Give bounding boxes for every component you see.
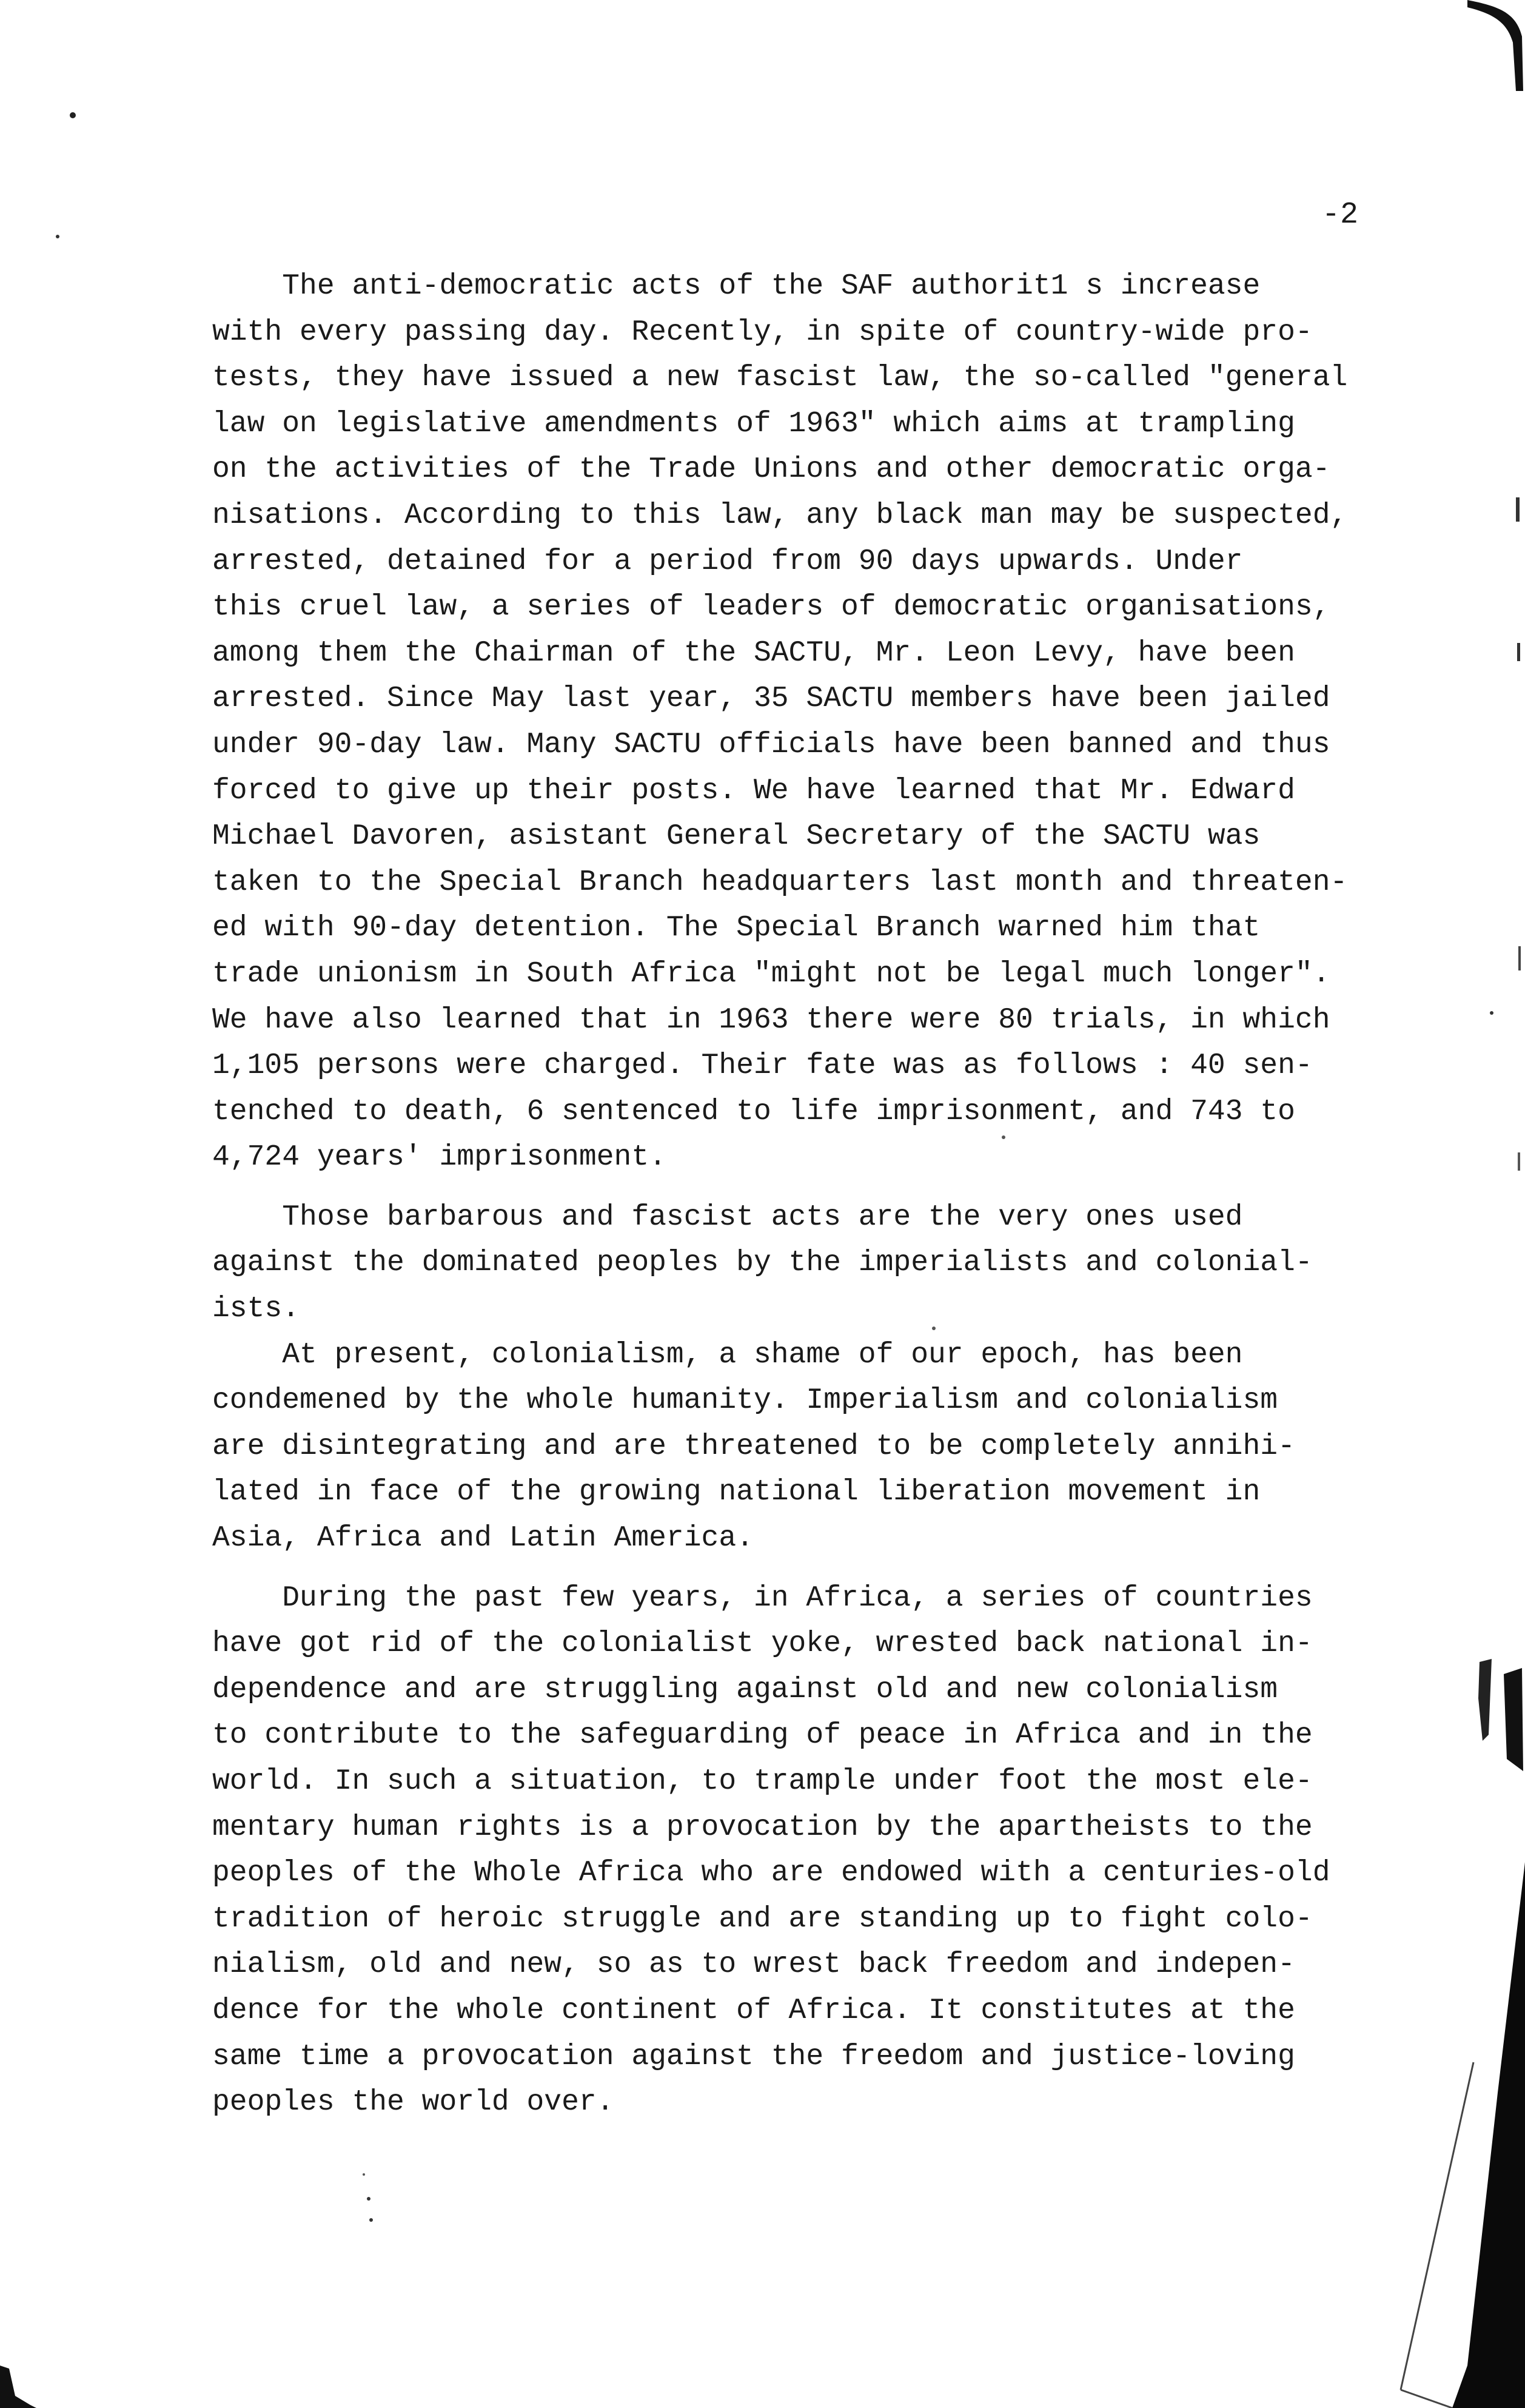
text-line: condemened by the whole humanity. Imperialism and colonialism (212, 1384, 1278, 1418)
text-line: Asia, Africa and Latin America. (212, 1522, 754, 1555)
text-line: taken to the Special Branch headquarters last month and threaten- (212, 866, 1348, 899)
edge-shadow-line (1401, 2062, 1473, 2390)
text-line: We have also learned that in 1963 there were 80 trials, in which (212, 1003, 1330, 1037)
text-line: to contribute to the safeguarding of peace in Africa and in the (212, 1719, 1313, 1752)
edge-shadow (1452, 1862, 1525, 2408)
text-line: mentary human rights is a provocation by the apartheists to the (212, 1811, 1313, 1844)
text-line: law on legislative amendments of 1963" which aims at trampling (212, 407, 1295, 440)
text-line: Those barbarous and fascist acts are the very ones used (212, 1200, 1243, 1234)
text-line: on the activities of the Trade Unions and other democratic orga- (212, 453, 1330, 486)
corner-mark (0, 2366, 36, 2408)
text-line: dence for the whole continent of Africa. It constitutes at the (212, 1994, 1295, 2027)
speck (56, 235, 59, 238)
speck (363, 2173, 365, 2176)
text-line: have got rid of the colonialist yoke, wrested back national in- (212, 1627, 1313, 1661)
speck (369, 2218, 373, 2222)
speck (70, 112, 76, 118)
text-line: peoples of the Whole Africa who are endowed with a centuries-old (212, 1857, 1330, 1890)
binding-mark (1478, 1659, 1492, 1741)
text-line: During the past few years, in Africa, a series of countries (212, 1581, 1313, 1615)
text-line: nisations. According to this law, any black man may be suspected, (212, 499, 1348, 532)
text-line: same time a provocation against the freedom and justice-loving (212, 2040, 1295, 2073)
page-curl-mark (1467, 0, 1523, 91)
text-line: among them the Chairman of the SACTU, Mr. Leon Levy, have been (212, 636, 1295, 670)
text-line: nialism, old and new, so as to wrest back freedom and indepen- (212, 1948, 1295, 1982)
text-line: tests, they have issued a new fascist law, the so-called "general (212, 362, 1348, 395)
text-line: 4,724 years' imprisonment. (212, 1141, 666, 1174)
text-line: At present, colonialism, a shame of our epoch, has been (212, 1338, 1243, 1371)
speck (932, 1327, 936, 1330)
edge-speck (1516, 497, 1520, 522)
text-line: tradition of heroic struggle and are standing up to fight colo- (212, 1902, 1313, 1935)
speck (1002, 1135, 1005, 1139)
text-line: Michael Davoren, asistant General Secretary of the SACTU was (212, 820, 1261, 853)
text-line: The anti-democratic acts of the SAF authorit1 s increase (212, 270, 1261, 303)
text-line: ed with 90-day detention. The Special Branch warned him that (212, 912, 1261, 945)
text-line: world. In such a situation, to trample under foot the most ele- (212, 1765, 1313, 1798)
text-line: peoples the world over. (212, 2086, 614, 2119)
text-line: with every passing day. Recently, in spite of country-wide pro- (212, 315, 1313, 349)
text-line: are disintegrating and are threatened to be completely annihi- (212, 1430, 1295, 1463)
edge-speck (1518, 946, 1521, 970)
speck (367, 2197, 370, 2201)
text-line: this cruel law, a series of leaders of democratic organisations, (212, 591, 1330, 624)
text-line: against the dominated peoples by the imperialists and colonial- (212, 1246, 1313, 1280)
text-line: forced to give up their posts. We have learned that Mr. Edward (212, 774, 1295, 807)
edge-speck (1517, 643, 1520, 661)
edge-shadow-line (1401, 2390, 1452, 2408)
text-line: under 90-day law. Many SACTU officials have been banned and thus (212, 728, 1330, 761)
speck (1490, 1011, 1493, 1015)
page-number: -2 (1322, 198, 1359, 232)
text-line: trade unionism in South Africa "might not be legal much longer". (212, 957, 1330, 990)
text-line: lated in face of the growing national liberation movement in (212, 1476, 1261, 1509)
text-line: tenched to death, 6 sentenced to life imprisonment, and 743 to (212, 1095, 1295, 1128)
text-line: dependence and are struggling against old and new colonialism (212, 1673, 1278, 1706)
text-line: 1,105 persons were charged. Their fate was as follows : 40 sen- (212, 1049, 1313, 1083)
edge-speck (1518, 1152, 1520, 1171)
text-line: arrested, detained for a period from 90 days upwards. Under (212, 545, 1243, 578)
binding-mark (1504, 1668, 1523, 1771)
text-line: arrested. Since May last year, 35 SACTU members have been jailed (212, 682, 1330, 716)
text-line: ists. (212, 1293, 300, 1326)
